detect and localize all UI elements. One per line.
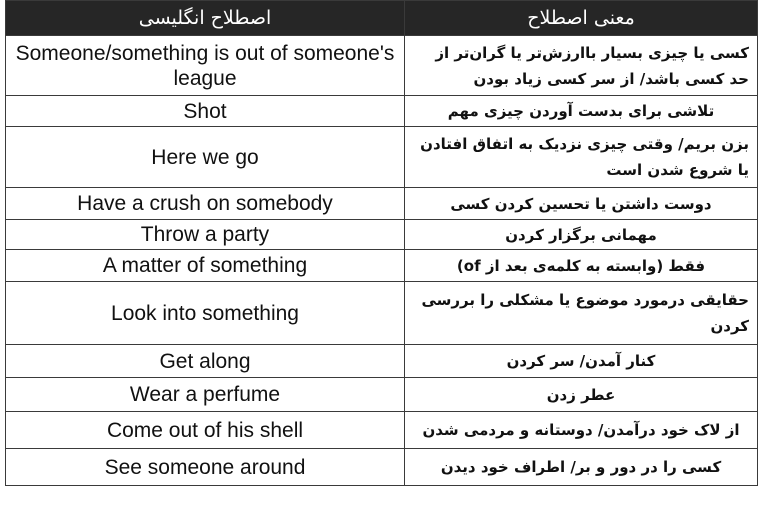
table-row (6, 282, 758, 345)
meaning-cell: از لاک خود درآمدن/ دوستانه و مردمی شدن (405, 412, 758, 449)
meaning-cell: بزن بریم/ وقتی چیزی نزدیک به اتفاق افتادن یا شروع شدن است (405, 127, 758, 188)
meaning-cell: عطر زدن (405, 378, 758, 412)
table-header-row (6, 1, 758, 36)
header-meaning: معنی اصطلاح (405, 1, 758, 36)
idioms-table (5, 0, 758, 486)
english-cell: Shot (6, 96, 405, 127)
english-cell: Come out of his shell (6, 412, 405, 449)
table-row (6, 378, 758, 412)
english-cell: Get along (6, 345, 405, 378)
table-row (6, 345, 758, 378)
table-row (6, 96, 758, 127)
english-cell: A matter of something (6, 250, 405, 282)
english-cell: Here we go (6, 127, 405, 188)
table-row (6, 250, 758, 282)
english-cell: Look into something (6, 282, 405, 345)
meaning-cell: مهمانی برگزار کردن (405, 220, 758, 250)
table-row (6, 188, 758, 220)
table-row (6, 36, 758, 96)
table-row (6, 449, 758, 486)
table-row (6, 412, 758, 449)
english-cell: Someone/something is out of someone's league (6, 36, 405, 96)
meaning-cell: فقط (وابسته به کلمه‌ی بعد از of) (405, 250, 758, 282)
table-row (6, 127, 758, 188)
meaning-cell: کسی یا چیزی بسیار باارزش‌تر یا گران‌تر از حد کسی باشد/ از سر کسی زیاد بودن (405, 36, 758, 96)
meaning-cell: دوست داشتن یا تحسین کردن کسی (405, 188, 758, 220)
english-cell: Have a crush on somebody (6, 188, 405, 220)
meaning-cell: کسی را در دور و بر/ اطراف خود دیدن (405, 449, 758, 486)
table-row (6, 220, 758, 250)
english-cell: Throw a party (6, 220, 405, 250)
meaning-cell: تلاشی برای بدست آوردن چیزی مهم (405, 96, 758, 127)
meaning-cell: کنار آمدن/ سر کردن (405, 345, 758, 378)
meaning-cell: حقایقی درمورد موضوع یا مشکلی را بررسی کردن (405, 282, 758, 345)
english-cell: Wear a perfume (6, 378, 405, 412)
english-cell: See someone around (6, 449, 405, 486)
header-english: اصطلاح انگلیسی (6, 1, 405, 36)
